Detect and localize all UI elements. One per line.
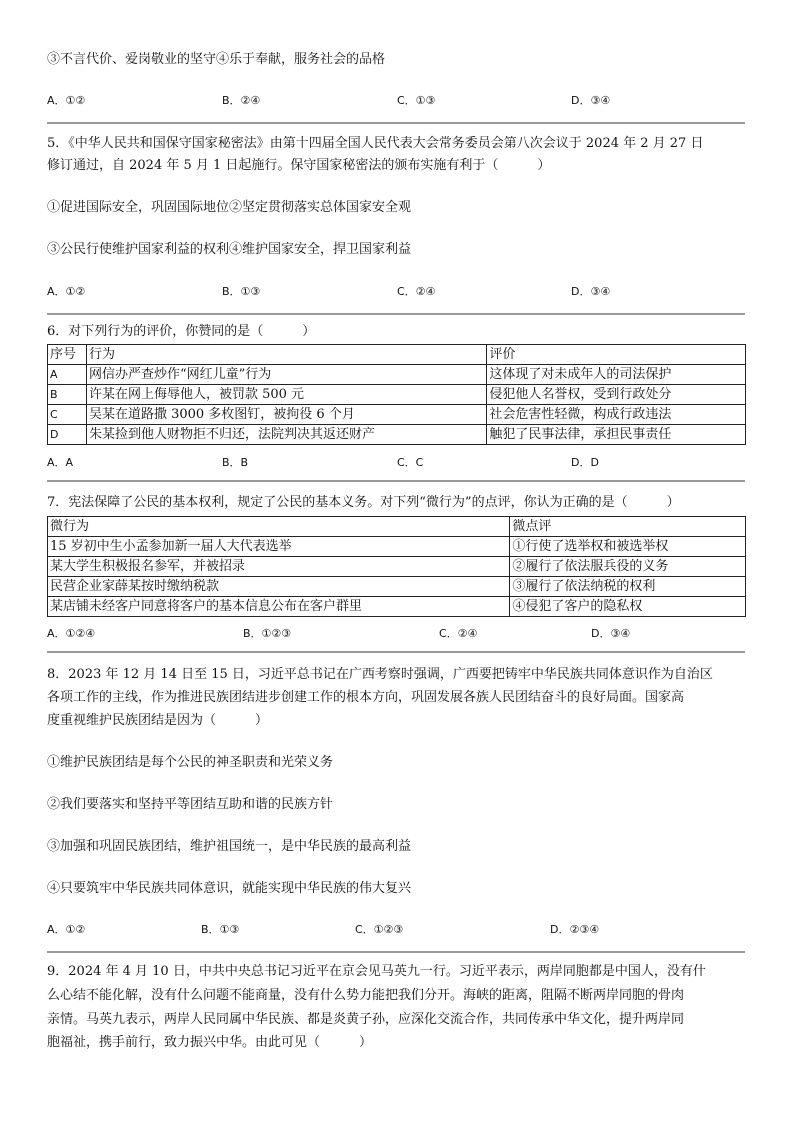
q6-table	[47, 344, 746, 445]
q6-option-d[interactable]: D．D	[571, 456, 599, 469]
q7-option-b[interactable]: B．①②③	[243, 627, 292, 640]
table-cell: 许某在网上侮辱他人，被罚款 500 元	[86, 385, 486, 405]
q8-statement-1: ①维护民族团结是每个公民的神圣职责和光荣义务	[47, 755, 334, 770]
table-header-cell: 序号	[48, 345, 87, 365]
q7-option-d[interactable]: D．③④	[591, 627, 631, 640]
table-row	[48, 405, 746, 425]
q5-option-c[interactable]: C．②④	[397, 285, 436, 298]
table-cell: 网信办严查炒作“网红儿童”行为	[86, 365, 486, 385]
table-row	[48, 557, 746, 577]
table-cell: ①行使了选举权和被选举权	[510, 537, 746, 557]
table-cell: ③履行了依法纳税的权利	[510, 577, 746, 597]
q9-stem-line4: 胞福祉，携手前行，致力振兴中华。由此可见（ ）	[47, 1035, 373, 1050]
table-header-cell: 评价	[487, 345, 746, 365]
q8-statement-2: ②我们要落实和坚持平等团结互助和谐的民族方针	[47, 797, 334, 812]
table-cell: 15 岁初中生小孟参加新一届人大代表选举	[48, 537, 510, 557]
table-cell: 社会危害性轻微，构成行政违法	[487, 405, 746, 425]
q8-option-b[interactable]: B．①③	[201, 923, 240, 936]
table-row	[48, 597, 746, 617]
table-row	[48, 425, 746, 445]
table-cell: 侵犯他人名誉权，受到行政处分	[487, 385, 746, 405]
q4-option-b[interactable]: B．②④	[222, 94, 261, 107]
table-cell: ②履行了依法服兵役的义务	[510, 557, 746, 577]
question-divider	[47, 480, 745, 482]
question-divider	[47, 313, 745, 315]
q4-option-c[interactable]: C．①③	[397, 94, 436, 107]
table-cell: 吴某在道路撒 3000 多枚图钉，被拘役 6 个月	[86, 405, 486, 425]
q5-statement-1: ①促进国际安全，巩固国际地位②坚定贯彻落实总体国家安全观	[47, 200, 412, 215]
q6-option-a[interactable]: A．A	[47, 456, 74, 469]
table-cell: A	[48, 365, 87, 385]
q5-stem-line1: 5．《中华人民共和国保守国家秘密法》由第十四届全国人民代表大会常务委员会第八次会议于 2024 年 2 月 27 日	[47, 136, 704, 151]
q4-option-a[interactable]: A．①②	[47, 94, 86, 107]
q7-table	[47, 516, 746, 617]
q8-stem-line3: 度重视维护民族团结是因为（ ）	[47, 713, 269, 728]
table-header-cell: 行为	[86, 345, 486, 365]
table-cell: C	[48, 405, 87, 425]
table-row	[48, 537, 746, 557]
q8-stem-line1: 8．2023 年 12 月 14 日至 15 日，习近平总书记在广西考察时强调，广西要把铸牢中华民族共同体意识作为自治区	[47, 667, 713, 682]
table-row	[48, 365, 746, 385]
table-header-row	[48, 345, 746, 365]
table-cell: 某店铺未经客户同意将客户的基本信息公布在客户群里	[48, 597, 510, 617]
table-cell: B	[48, 385, 87, 405]
table-header-cell: 微点评	[510, 517, 746, 537]
q8-statement-4: ④只要筑牢中华民族共同体意识，就能实现中华民族的伟大复兴	[47, 881, 412, 896]
table-header-row	[48, 517, 746, 537]
q9-stem-line3: 亲情。马英九表示，两岸人民同属中华民族、都是炎黄子孙，应深化交流合作，共同传承中华文化，提升两岸同	[47, 1012, 685, 1027]
table-row	[48, 385, 746, 405]
q5-option-a[interactable]: A．①②	[47, 285, 86, 298]
q9-stem-line2: 么心结不能化解，没有什么问题不能商量，没有什么势力能把我们分开。海峡的距离，阻隔不断两岸同胞的骨肉	[47, 988, 685, 1003]
q8-stem-line2: 各项工作的主线，作为推进民族团结进步创建工作的根本方向，巩固发展各族人民团结奋斗的良好局面。国家高	[47, 690, 685, 705]
q7-stem: 7．宪法保障了公民的基本权利，规定了公民的基本义务。对下列“微行为”的点评，你认为正确的是（ ）	[47, 495, 680, 510]
table-cell: 朱某捡到他人财物拒不归还，法院判决其返还财产	[86, 425, 486, 445]
question-divider	[47, 651, 745, 653]
q4-statement: ③不言代价、爱岗敬业的坚守④乐于奉献，服务社会的品格	[47, 52, 386, 67]
table-cell: 触犯了民事法律，承担民事责任	[487, 425, 746, 445]
table-cell: 某大学生积极报名参军，并被招录	[48, 557, 510, 577]
q5-stem-line2: 修订通过，自 2024 年 5 月 1 日起施行。保守国家秘密法的颁布实施有利于（ ）	[47, 158, 551, 173]
question-divider	[47, 951, 745, 953]
q5-option-d[interactable]: D．③④	[571, 285, 611, 298]
q4-option-d[interactable]: D．③④	[571, 94, 611, 107]
q8-option-c[interactable]: C．①②③	[355, 923, 404, 936]
table-header-cell: 微行为	[48, 517, 510, 537]
q6-stem: 6．对下列行为的评价，你赞同的是（ ）	[47, 324, 316, 339]
q6-option-c[interactable]: C．C	[397, 456, 424, 469]
q5-option-b[interactable]: B．①③	[222, 285, 261, 298]
q7-option-a[interactable]: A．①②④	[47, 627, 96, 640]
q8-option-a[interactable]: A．①②	[47, 923, 86, 936]
q6-option-b[interactable]: B．B	[222, 456, 249, 469]
table-cell: 民营企业家薛某按时缴纳税款	[48, 577, 510, 597]
table-cell: D	[48, 425, 87, 445]
question-divider	[47, 122, 745, 124]
q8-option-d[interactable]: D．②③④	[550, 923, 600, 936]
q5-statement-2: ③公民行使维护国家利益的权利④维护国家安全，捍卫国家利益	[47, 242, 412, 257]
q7-option-c[interactable]: C．②④	[439, 627, 478, 640]
table-row	[48, 577, 746, 597]
table-cell: ④侵犯了客户的隐私权	[510, 597, 746, 617]
table-cell: 这体现了对未成年人的司法保护	[487, 365, 746, 385]
q9-stem-line1: 9．2024 年 4 月 10 日，中共中央总书记习近平在京会见马英九一行。习近平表示，两岸同胞都是中国人，没有什	[47, 964, 706, 979]
q8-statement-3: ③加强和巩固民族团结，维护祖国统一，是中华民族的最高利益	[47, 839, 412, 854]
